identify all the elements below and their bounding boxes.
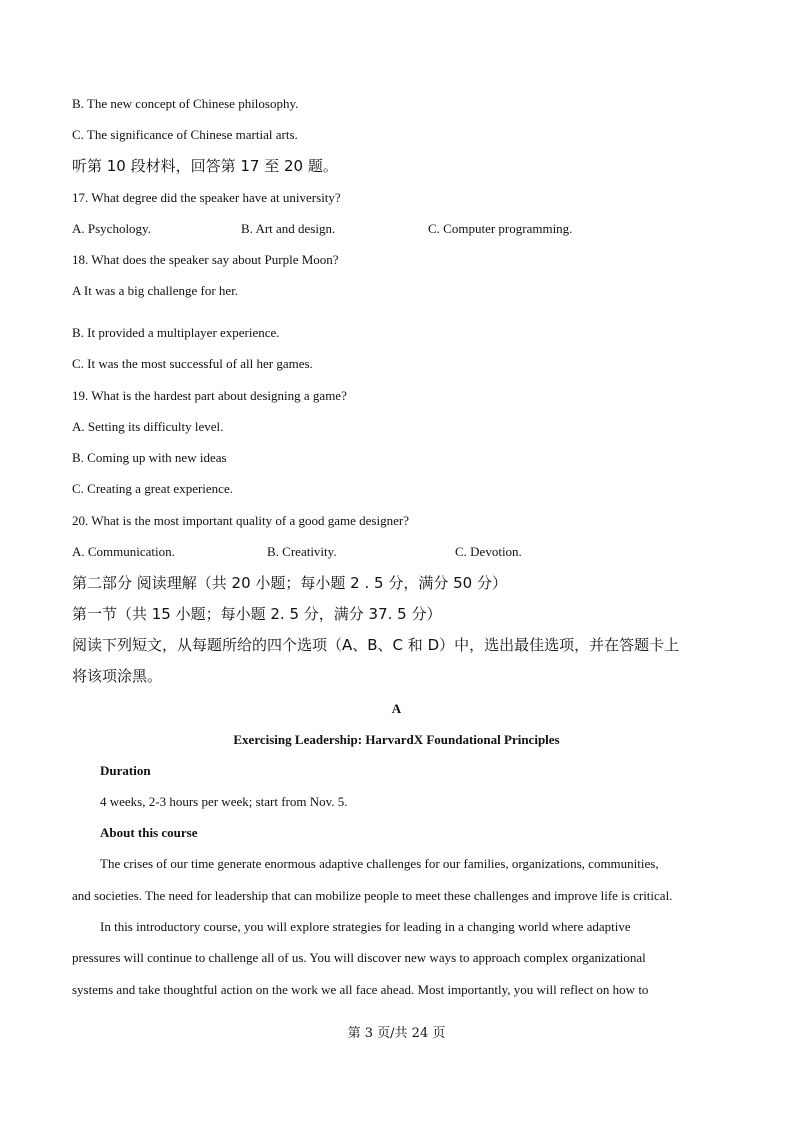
q17-option-b: B. Art and design. — [241, 221, 336, 236]
page-footer: 第 3 页/共 24 页 — [347, 1026, 446, 1041]
part2-instruction-line2: 将该项涂黑。 — [72, 667, 163, 685]
q20-option-c: C. Devotion. — [455, 544, 522, 559]
q18-option-c: C. It was the most successful of all her games. — [72, 356, 313, 371]
paragraph-2-line-1: In this introductory course, you will explore strategies for leading in a changing world where adaptive — [100, 919, 631, 934]
paragraph-2-line-3: systems and take thoughtful action on the work we all face ahead. Most importantly, you will reflect on how to — [72, 982, 649, 997]
duration-heading: Duration — [100, 763, 151, 778]
part2-heading: 第二部分 阅读理解（共 20 小题；每小题 2 . 5 分，满分 50 分） — [72, 574, 507, 592]
part2-section1-heading: 第一节（共 15 小题；每小题 2. 5 分，满分 37. 5 分） — [72, 605, 442, 623]
q19-option-b: B. Coming up with new ideas — [72, 450, 227, 465]
q20-question: 20. What is the most important quality of a good game designer? — [72, 513, 409, 528]
about-heading: About this course — [100, 825, 198, 840]
q16-option-c: C. The significance of Chinese martial arts. — [72, 127, 298, 142]
q18-option-b: B. It provided a multiplayer experience. — [72, 325, 280, 340]
q17-question: 17. What degree did the speaker have at university? — [72, 190, 341, 205]
q18-question: 18. What does the speaker say about Purple Moon? — [72, 252, 339, 267]
passage-title: Exercising Leadership: HarvardX Foundational Principles — [233, 732, 560, 747]
paragraph-1-line-1: The crises of our time generate enormous adaptive challenges for our families, organizations, communities, — [100, 856, 659, 871]
q17-option-c: C. Computer programming. — [428, 221, 573, 236]
q19-option-c: C. Creating a great experience. — [72, 481, 233, 496]
q20-option-a: A. Communication. — [72, 544, 175, 559]
part2-instruction-line1: 阅读下列短文，从每题所给的四个选项（A、B、C 和 D）中，选出最佳选项，并在答题卡上 — [72, 636, 680, 654]
q19-option-a: A. Setting its difficulty level. — [72, 419, 224, 434]
q19-question: 19. What is the hardest part about designing a game? — [72, 388, 347, 403]
passage-letter: A — [391, 701, 402, 716]
q17-option-a: A. Psychology. — [72, 221, 151, 236]
q18-option-a: A It was a big challenge for her. — [72, 283, 239, 298]
paragraph-2-line-2: pressures will continue to challenge all of us. You will discover new ways to approach complex organizational — [72, 950, 646, 965]
section10-instruction: 听第 10 段材料，回答第 17 至 20 题。 — [72, 157, 338, 175]
q20-option-b: B. Creativity. — [267, 544, 337, 559]
paragraph-1-line-2: and societies. The need for leadership that can mobilize people to meet these challenges and improve life is critical. — [72, 888, 673, 903]
q16-option-b: B. The new concept of Chinese philosophy. — [72, 96, 299, 111]
duration-text: 4 weeks, 2-3 hours per week; start from Nov. 5. — [100, 794, 348, 809]
